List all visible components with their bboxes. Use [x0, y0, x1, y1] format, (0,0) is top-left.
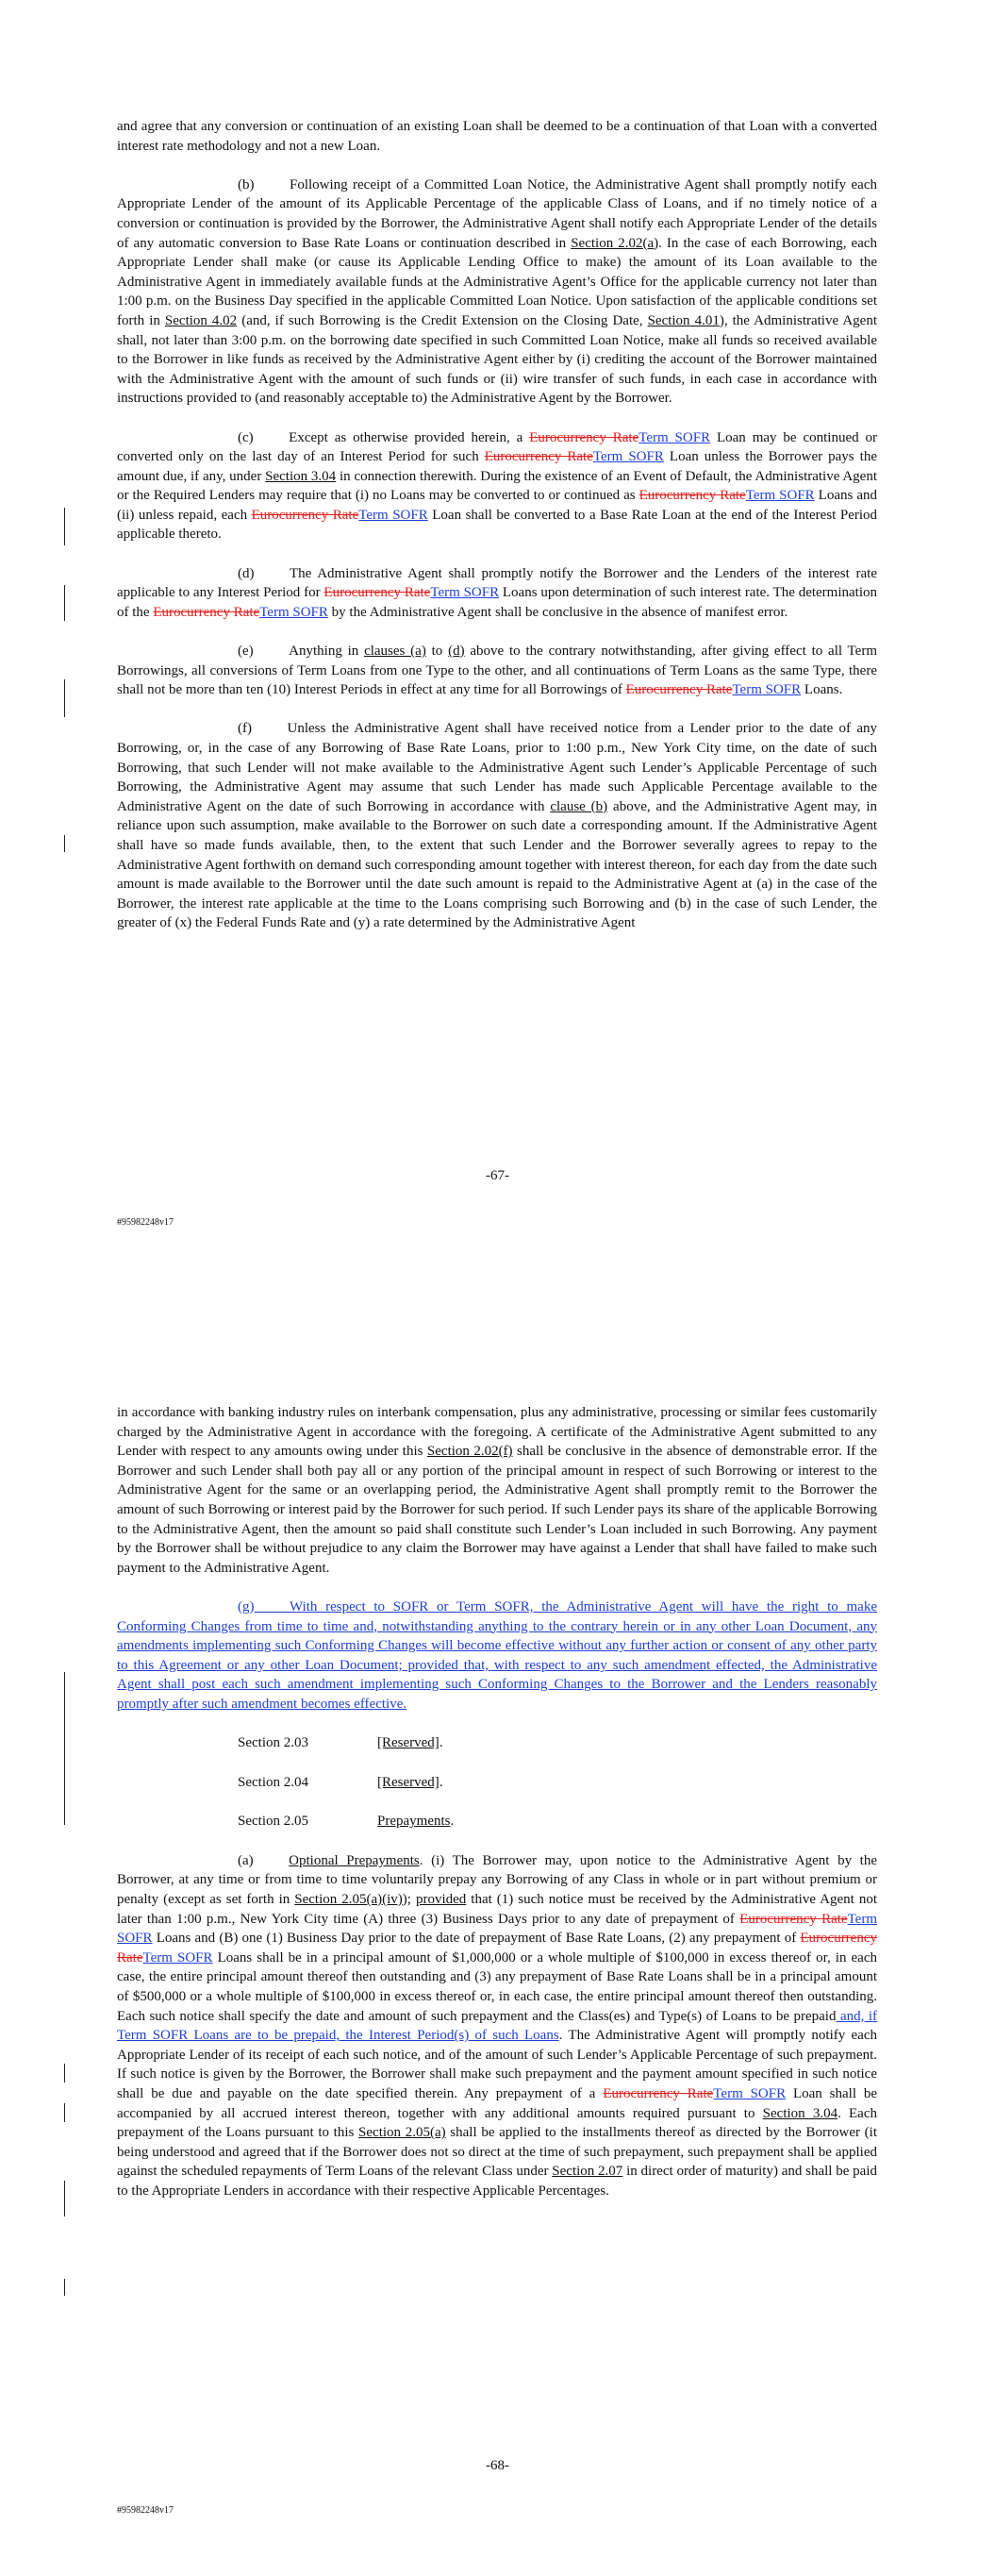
paragraph-intro: and agree that any conversion or continuation of an existing Loan shall be deemed to be a continuation of that Loan with a converted interest rate methodology and not a new Loan.: [117, 119, 877, 154]
deleted-text: Eurocurrency Rate: [603, 2086, 714, 2101]
section-ref[interactable]: Section 2.07: [552, 2164, 623, 2180]
deleted-text: Eurocurrency Rate: [484, 449, 593, 465]
deleted-text: Eurocurrency Rate: [739, 1911, 848, 1927]
deleted-text: Eurocurrency Rate: [625, 682, 733, 698]
section-ref[interactable]: Section 2.05(a)(iv): [294, 1892, 403, 1908]
section-ref[interactable]: Section 3.04: [265, 468, 337, 484]
inserted-text: Term SOFR: [117, 1911, 877, 1947]
change-bar: [64, 2103, 65, 2122]
inserted-text: Term SOFR: [592, 449, 664, 465]
deleted-text: Eurocurrency Rate: [117, 1931, 877, 1965]
change-bar: [64, 835, 65, 852]
section-ref[interactable]: Section 2.02(f): [426, 1444, 513, 1460]
change-bar: [64, 2064, 65, 2083]
section-ref[interactable]: Section 4.02: [164, 312, 238, 328]
document-id: #95982248v17: [117, 1217, 174, 1228]
clause-ref[interactable]: clause (b): [550, 798, 608, 814]
section-ref[interactable]: Section 2.05(a): [358, 2125, 446, 2141]
deleted-text: Eurocurrency Rate: [153, 604, 260, 620]
inserted-text: Term SOFR: [713, 2086, 787, 2101]
change-bar: [64, 508, 65, 545]
paragraph-continued: in accordance with banking industry rules on interbank compensation, plus any administrative, processing or similar fees customarily charged by the Administrative Agent in accordance with the foregoing. A certificate of the Administrative Agent submitted to any Lender with respect to any amounts owing under this Section 2.02(f) shall be conclusive in the absence of demonstrable error. If the Borrower and such Lender shall both pay all or any portion of the principal amount in respect of such Borrowing or interest to the Administrative Agent for the same or an overlapping period, the Administrative Agent shall promptly remit to the Borrower the amount of such Borrowing or interest paid by the Borrower for such period. If such Lender pays its share of the applicable Borrowing to the Administrative Agent, then the amount so paid shall constitute such Lender’s Loan included in such Borrowing. Any payment by the Borrower shall be without prejudice to any claim the Borrower may have against a Lender that shall have failed to make such payment to the Administrative Agent.: [117, 1405, 877, 1576]
page-number: -68-: [486, 2458, 509, 2473]
change-bar: [64, 2279, 65, 2296]
section-ref[interactable]: Section 4.01: [647, 312, 720, 328]
proviso: provided: [415, 1892, 467, 1908]
change-bar: [64, 679, 65, 717]
page-68: [0, 1288, 995, 2576]
change-bar: [64, 585, 65, 621]
paragraph-f: (f) Unless the Administrative Agent shall have received notice from a Lender prior to the date of any Borrowing, or, in the case of any Borrowing of Base Rate Loans, prior to 1:00 p.m., New York City time, on the date of such Borrowing, that such Lender will not make available to the Administrative Agent such Lender’s Applicable Percentage of such Borrowing, the Administrative Agent may assume that such Lender has made such Applicable Percentage available to the Administrative Agent on the date of such Borrowing in accordance with clause (b) above, and the Administrative Agent may, in reliance upon such assumption, make available to the Borrower on such date a corresponding amount. If the Administrative Agent shall have so made funds available, then, to the extent that such Lender and the Borrower severally agrees to repay to the Administrative Agent forthwith on demand such corresponding amount together with interest thereon, for each day from the date such amount is made available to the Borrower until the date such amount is repaid to the Administrative Agent at (a) in the case of the Borrower, the interest rate applicable at the time to the Loans comprising such Borrowing and (b) in the case of such Lender, the greater of (x) the Federal Funds Rate and (y) a rate determined by the Administrative Agent: [117, 721, 877, 931]
inserted-text: Term SOFR: [259, 604, 328, 620]
deleted-text: Eurocurrency Rate: [251, 507, 359, 523]
clause-ref[interactable]: clauses (a): [364, 644, 426, 660]
inserted-text: Term SOFR: [142, 1949, 213, 1965]
deleted-text: Eurocurrency Rate: [638, 488, 746, 504]
paragraph-e: (e) Anything in clauses (a) to (d) above to the contrary notwithstanding, after giving effect to all Term Borrowings, all conversions of Term Loans from one Type to the other, and all continuations of Term Loans as the same Type, there shall not be more than ten (10) Interest Periods in effect at any time for all Borrowings of Eurocurrency RateTerm SOFR Loans.: [117, 644, 877, 698]
subsection-heading: Optional Prepayments: [289, 1852, 420, 1868]
inserted-text: and, if Term SOFR Loans are to be prepaid, the Interest Period(s) of such Loans: [117, 2008, 877, 2044]
section-heading-2-04: Section 2.04 [Reserved].: [238, 1774, 443, 1790]
paragraph-c: (c) Except as otherwise provided herein, a Eurocurrency RateTerm SOFR Loan may be continued or converted only on the last day of an Interest Period for such Eurocurrency RateTerm SOFR Loan unless the Borrower pays the amount due, if any, under Section 3.04 in connection therewith. During the existence of an Event of Default, the Administrative Agent or the Required Lenders may require that (i) no Loans may be converted to or continued as Eurocurrency RateTerm SOFR Loans and (ii) unless repaid, each Eurocurrency RateTerm SOFR Loan shall be converted to a Base Rate Loan at the end of the Interest Period applicable thereto.: [117, 429, 878, 543]
deleted-text: Eurocurrency Rate: [529, 429, 639, 445]
document-id: #95982248v17: [117, 2505, 174, 2516]
section-heading-2-05: Section 2.05 Prepayments.: [238, 1814, 455, 1830]
section-ref[interactable]: Section 3.04: [762, 2105, 838, 2121]
section-heading-2-03: Section 2.03 [Reserved].: [238, 1735, 443, 1751]
change-bar: [64, 1672, 65, 1825]
page-68-body: [117, 1403, 877, 2220]
inserted-text: Term SOFR: [638, 429, 711, 445]
page-number: -67-: [486, 1168, 509, 1183]
paragraph-d: (d) The Administrative Agent shall promptly notify the Borrower and the Lenders of the interest rate applicable to any Interest Period for Eurocurrency RateTerm SOFR Loans upon determination of such interest rate. The determination of the Eurocurrency RateTerm SOFR by the Administrative Agent shall be conclusive in the absence of manifest error.: [117, 565, 878, 620]
change-bar: [64, 2181, 65, 2216]
paragraph-b: (b) Following receipt of a Committed Loan Notice, the Administrative Agent shall promptly notify each Appropriate Lender of the amount of its Applicable Percentage of the applicable Class of Loans, and if no timely notice of a conversion or continuation is provided by the Borrower, the Administrative Agent shall notify each Appropriate Lender of the details of any automatic conversion to Base Rate Loans or continuation described in Section 2.02(a). In the case of each Borrowing, each Appropriate Lender shall make (or cause its Applicable Lending Office to make) the amount of its Loan available to the Administrative Agent in immediately available funds at the Administrative Agent’s Office for the applicable currency not later than 1:00 p.m. on the Business Day specified in the applicable Committed Loan Notice. Upon satisfaction of the applicable conditions set forth in Section 4.02 (and, if such Borrowing is the Credit Extension on the Closing Date, Section 4.01), the Administrative Agent shall, not later than 3:00 p.m. on the borrowing date specified in such Committed Loan Notice, make all funds so received available to the Borrower in like funds as received by the Administrative Agent either by (i) crediting the account of the Borrower maintained with the Administrative Agent with the amount of such funds or (ii) wire transfer of such funds, in each case in accordance with instructions provided to (and reasonably acceptable to) the Administrative Agent by the Borrower.: [117, 176, 878, 407]
clause-ref[interactable]: (d): [448, 644, 465, 660]
inserted-text: Term SOFR: [745, 488, 815, 504]
page-67-body: [117, 117, 877, 953]
inserted-text: Term SOFR: [358, 507, 428, 523]
section-ref[interactable]: Section 2.02(a): [571, 235, 659, 251]
paragraph-a-optional-prepayments: (a) Optional Prepayments. (i) The Borrower may, upon notice to the Administrative Agent by the Borrower, at any time or from time to time voluntarily prepay any Borrowing of any Class in whole or in part without premium or penalty (except as set forth in Section 2.05(a)(iv)); provided that (1) such notice must be received by the Administrative Agent not later than 1:00 p.m., New York City time (A) three (3) Business Days prior to any date of prepayment of Eurocurrency RateTerm SOFR Loans and (B) one (1) Business Day prior to the date of prepayment of Base Rate Loans, (2) any prepayment of Eurocurrency RateTerm SOFR Loans shall be in a principal amount of $1,000,000 or a whole multiple of $100,000 in excess thereof or, in each case, the entire principal amount thereof then outstanding and (3) any prepayment of Base Rate Loans shall be in a principal amount of $500,000 or a whole multiple of $100,000 in excess thereof or, in each case, the entire principal amount thereof then outstanding. Each such notice shall specify the date and amount of such prepayment and the Class(es) and Type(s) of Loans to be prepaid and, if Term SOFR Loans are to be prepaid, the Interest Period(s) of such Loans. The Administrative Agent will promptly notify each Appropriate Lender of its receipt of each such notice, and of the amount of such Lender’s Applicable Percentage of such prepayment. If such notice is given by the Borrower, the Borrower shall make such prepayment and the payment amount specified in such notice shall be due and payable on the date specified therein. Any prepayment of a Eurocurrency RateTerm SOFR Loan shall be accompanied by all accrued interest thereon, together with any additional amounts required pursuant to Section 3.04. Each prepayment of the Loans pursuant to this Section 2.05(a) shall be applied to the installments thereof as directed by the Borrower (it being understood and agreed that if the Borrower does not so direct at the time of such prepayment, such prepayment shall be applied against the scheduled repayments of Term Loans of the relevant Class under Section 2.07 in direct order of maturity) and shall be paid to the Appropriate Lenders in accordance with their respective Applicable Percentages.: [117, 1852, 878, 2199]
deleted-text: Eurocurrency Rate: [323, 585, 431, 601]
inserted-text: Term SOFR: [732, 682, 802, 698]
paragraph-g-inserted: (g) With respect to SOFR or Term SOFR, the Administrative Agent will have the right to make Conforming Changes from time to time and, notwithstanding anything to the contrary herein or in any other Loan Document, any amendments implementing such Conforming Changes will become effective without any further action or consent of any other party to this Agreement or any other Loan Document; provided that, with respect to any such amendment effected, the Administrative Agent shall post each such amendment implementing such Conforming Changes to the Borrower and the Lenders reasonably promptly after such amendment becomes effective.: [117, 1598, 877, 1712]
inserted-text: Term SOFR: [430, 585, 500, 601]
